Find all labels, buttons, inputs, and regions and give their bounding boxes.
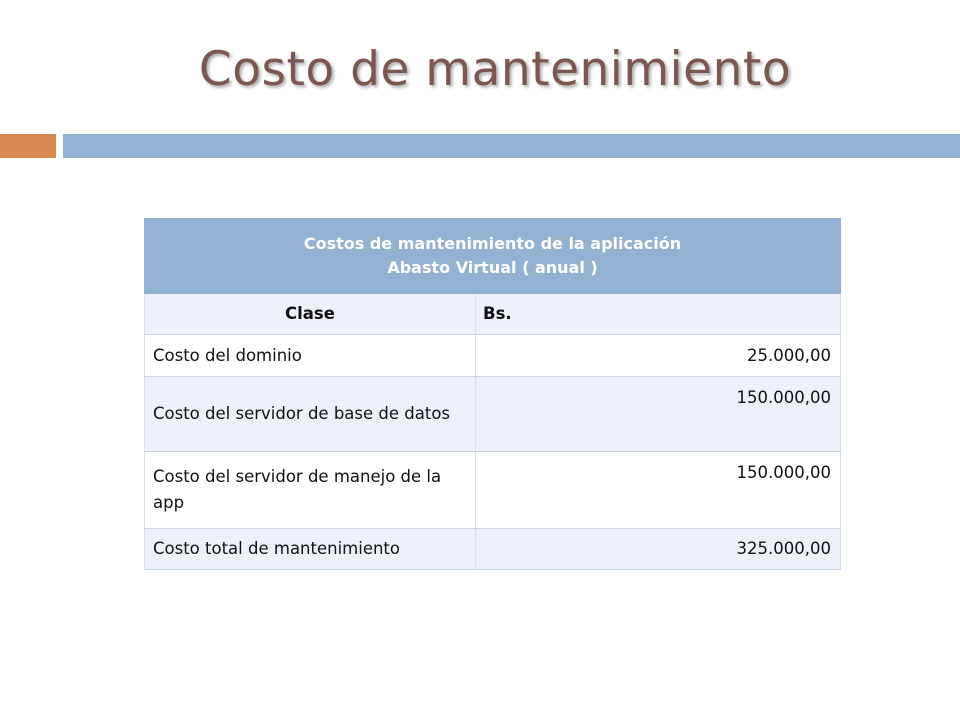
table-caption-line-1: Costos de mantenimiento de la aplicación [303, 234, 682, 253]
table-caption [145, 219, 841, 294]
row-concept: Costo del servidor de manejo de la app [145, 452, 476, 529]
table-row-total [145, 529, 841, 570]
column-header-clase: Clase [145, 294, 476, 335]
table-row [145, 335, 841, 377]
row-amount: 325.000,00 [476, 529, 841, 570]
row-concept: Costo total de mantenimiento [145, 529, 476, 570]
slide-title: Costo de mantenimiento [198, 42, 792, 97]
table-header-row [145, 294, 841, 335]
row-amount: 150.000,00 [476, 452, 841, 529]
table-row [145, 377, 841, 452]
accent-bar-blue [63, 134, 960, 158]
row-amount: 150.000,00 [476, 377, 841, 452]
row-amount: 25.000,00 [476, 335, 841, 377]
accent-bar-orange [0, 134, 56, 158]
row-concept: Costo del servidor de base de datos [145, 377, 476, 452]
table-caption-row [145, 219, 841, 294]
table-caption-line-2: Abasto Virtual ( anual ) [387, 258, 598, 277]
table-row [145, 452, 841, 529]
column-header-bs: Bs. [476, 294, 841, 335]
row-concept: Costo del dominio [145, 335, 476, 377]
maintenance-cost-table [144, 218, 841, 570]
